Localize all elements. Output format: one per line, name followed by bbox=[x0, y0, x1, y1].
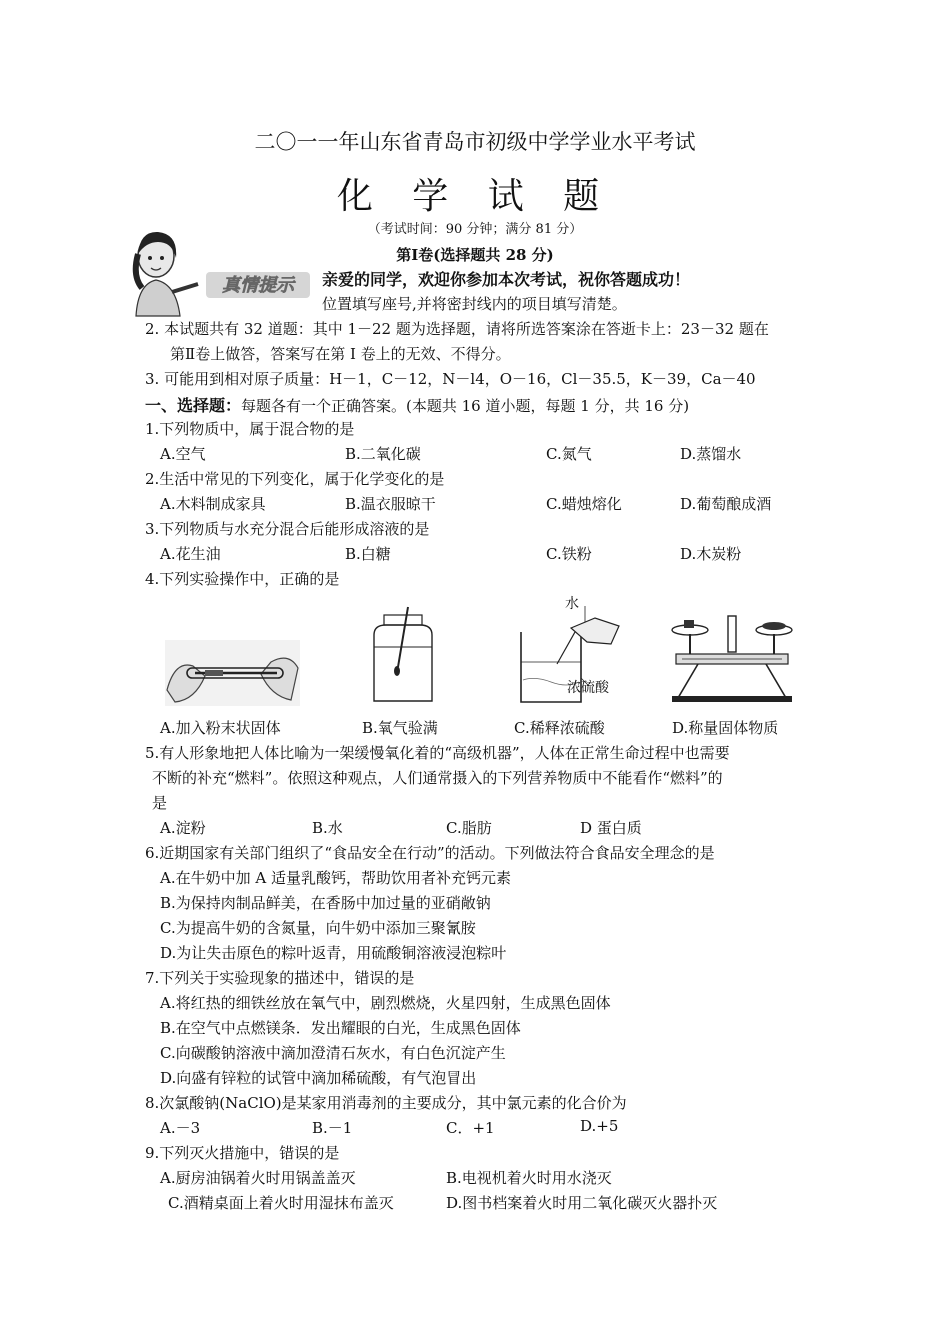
q3-option-c: C.铁粉 bbox=[546, 545, 592, 563]
part1-line bbox=[145, 393, 689, 416]
subject-title: 化 学 试 题 bbox=[336, 176, 614, 217]
instruction-2a: 2. 本试题共有 32 道题：其中 1－22 题为选择题，请将所选答案涂在答逝卡上：23－32 题在 bbox=[145, 320, 769, 338]
q6-stem: 6.近期国家有关部门组织了“食品安全在行动”的活动。下列做法符合食品安全理念的是 bbox=[145, 844, 715, 862]
q4-stem: 4.下列实验操作中，正确的是 bbox=[145, 570, 340, 588]
exam-title: 二〇一一年山东省青岛市初级中学学业水平考试 bbox=[254, 130, 696, 154]
q6-option-d: D.为让失击原色的粽叶返青，用硫酸铜溶液浸泡粽叶 bbox=[160, 944, 507, 962]
q2-option-c: C.蜡烛熔化 bbox=[546, 495, 622, 513]
q2-option-a: A.木料制成家具 bbox=[160, 495, 266, 513]
q4-figure-d bbox=[668, 612, 796, 704]
q4-figure-b bbox=[370, 605, 436, 705]
q4-option-b: B.氧气验满 bbox=[362, 719, 438, 737]
q4-figure-c bbox=[515, 592, 635, 708]
q8-option-b: B.－1 bbox=[312, 1119, 353, 1137]
q2-option-b: B.温衣服晾干 bbox=[345, 495, 436, 513]
q4-figure-a bbox=[165, 640, 300, 706]
tip-badge: 真情提示 bbox=[222, 275, 294, 296]
q9-option-b: B.电视机着火时用水浇灭 bbox=[446, 1169, 612, 1187]
q9-option-a: A.厨房油锅着火时用锅盖盖灭 bbox=[160, 1169, 356, 1187]
q6-option-a: A.在牛奶中加 A 适量乳酸钙，帮助饮用者补充钙元素 bbox=[160, 869, 511, 887]
q2-stem: 2.生活中常见的下列变化，属于化学变化的是 bbox=[145, 470, 445, 488]
q1-option-a: A.空气 bbox=[160, 445, 206, 463]
exam-meta: （考试时间：90 分钟；满分 81 分） bbox=[367, 222, 583, 237]
tip-greeting: 亲爱的同学，欢迎你参加本次考试，祝你答题成功！ bbox=[322, 270, 691, 289]
q2-option-d: D.葡萄酿成酒 bbox=[680, 495, 772, 513]
q7-option-d: D.向盛有锌粒的试管中滴加稀硫酸，有气泡冒出 bbox=[160, 1069, 477, 1087]
q1-option-b: B.二氧化碳 bbox=[345, 445, 421, 463]
tip-illustration bbox=[128, 226, 318, 318]
q1-option-c: C.氮气 bbox=[546, 445, 592, 463]
q5-stem-1: 5.有人形象地把人体比喻为一架缓慢氧化着的“高级机器”，人体在正常生命过程中也需要 bbox=[145, 744, 730, 762]
q9-option-c: C.酒精桌面上着火时用湿抹布盖灭 bbox=[168, 1194, 394, 1212]
q9-option-d: D.图书档案着火时用二氧化碳灭火器扑灭 bbox=[446, 1194, 718, 1212]
q3-option-d: D.木炭粉 bbox=[680, 545, 742, 563]
q3-option-b: B.白糖 bbox=[345, 545, 391, 563]
q7-option-c: C.向碳酸钠溶液中滴加澄清石灰水，有白色沉淀产生 bbox=[160, 1044, 506, 1062]
q4-fig-acid-label: 浓硫酸 bbox=[567, 680, 609, 696]
q3-option-a: A.花生油 bbox=[160, 545, 221, 563]
q5-stem-3: 是 bbox=[152, 794, 168, 812]
section-heading: 第Ⅰ卷(选择题共 28 分) bbox=[396, 246, 554, 264]
q5-option-a: A.淀粉 bbox=[160, 819, 206, 837]
q8-stem: 8.次氯酸钠(NaClO)是某家用消毒剂的主要成分，其中氯元素的化合价为 bbox=[145, 1094, 627, 1112]
q9-stem: 9.下列灭火措施中，错误的是 bbox=[145, 1144, 340, 1162]
q5-option-c: C.脂肪 bbox=[446, 819, 492, 837]
q4-option-d: D.称量固体物质 bbox=[672, 719, 779, 737]
q1-stem: 1.下列物质中，属于混合物的是 bbox=[145, 420, 355, 438]
q4-option-c: C.稀释浓硫酸 bbox=[514, 719, 605, 737]
q5-stem-2: 不断的补充“燃料”。依照这种观点，人们通常摄入的下列营养物质中不能看作“燃料”的 bbox=[152, 769, 723, 787]
q3-stem: 3.下列物质与水充分混合后能形成溶液的是 bbox=[145, 520, 430, 538]
instruction-3: 3. 可能用到相对原子质量：H－1，C－12，N－l4，O－16，Cl－35.5，K－39，Ca－40 bbox=[145, 370, 756, 388]
q8-option-c: C．+1 bbox=[446, 1119, 495, 1137]
tip-line1: 位置填写座号,并将密封线内的项目填写清楚。 bbox=[322, 295, 627, 313]
q6-option-c: C.为提高牛奶的含氮量，向牛奶中添加三聚氰胺 bbox=[160, 919, 476, 937]
instruction-2b: 第Ⅱ卷上做答，答案写在第 I 卷上的无效、不得分。 bbox=[170, 345, 511, 363]
q8-option-a: A.－3 bbox=[160, 1119, 201, 1137]
q4-option-a: A.加入粉末状固体 bbox=[160, 719, 281, 737]
q7-option-b: B.在空气中点燃镁条．发出耀眼的白光，生成黑色固体 bbox=[160, 1019, 521, 1037]
q5-option-b: B.水 bbox=[312, 819, 343, 837]
part1-desc: 每题各有一个正确答案。(本题共 16 道小题，每题 1 分，共 16 分) bbox=[241, 397, 690, 415]
q7-option-a: A.将红热的细铁丝放在氧气中，剧烈燃烧，火星四射，生成黑色固体 bbox=[160, 994, 611, 1012]
q6-option-b: B.为保持肉制品鲜美，在香肠中加过量的亚硝敞钠 bbox=[160, 894, 491, 912]
part1-heading: 一、选择题： bbox=[145, 396, 242, 415]
q5-option-d: D 蛋白质 bbox=[580, 819, 642, 837]
q8-option-d: D.+5 bbox=[580, 1117, 619, 1135]
q7-stem: 7.下列关于实验现象的描述中，错误的是 bbox=[145, 969, 415, 987]
q4-fig-water-label: 水 bbox=[565, 596, 579, 612]
q1-option-d: D.蒸馏水 bbox=[680, 445, 742, 463]
